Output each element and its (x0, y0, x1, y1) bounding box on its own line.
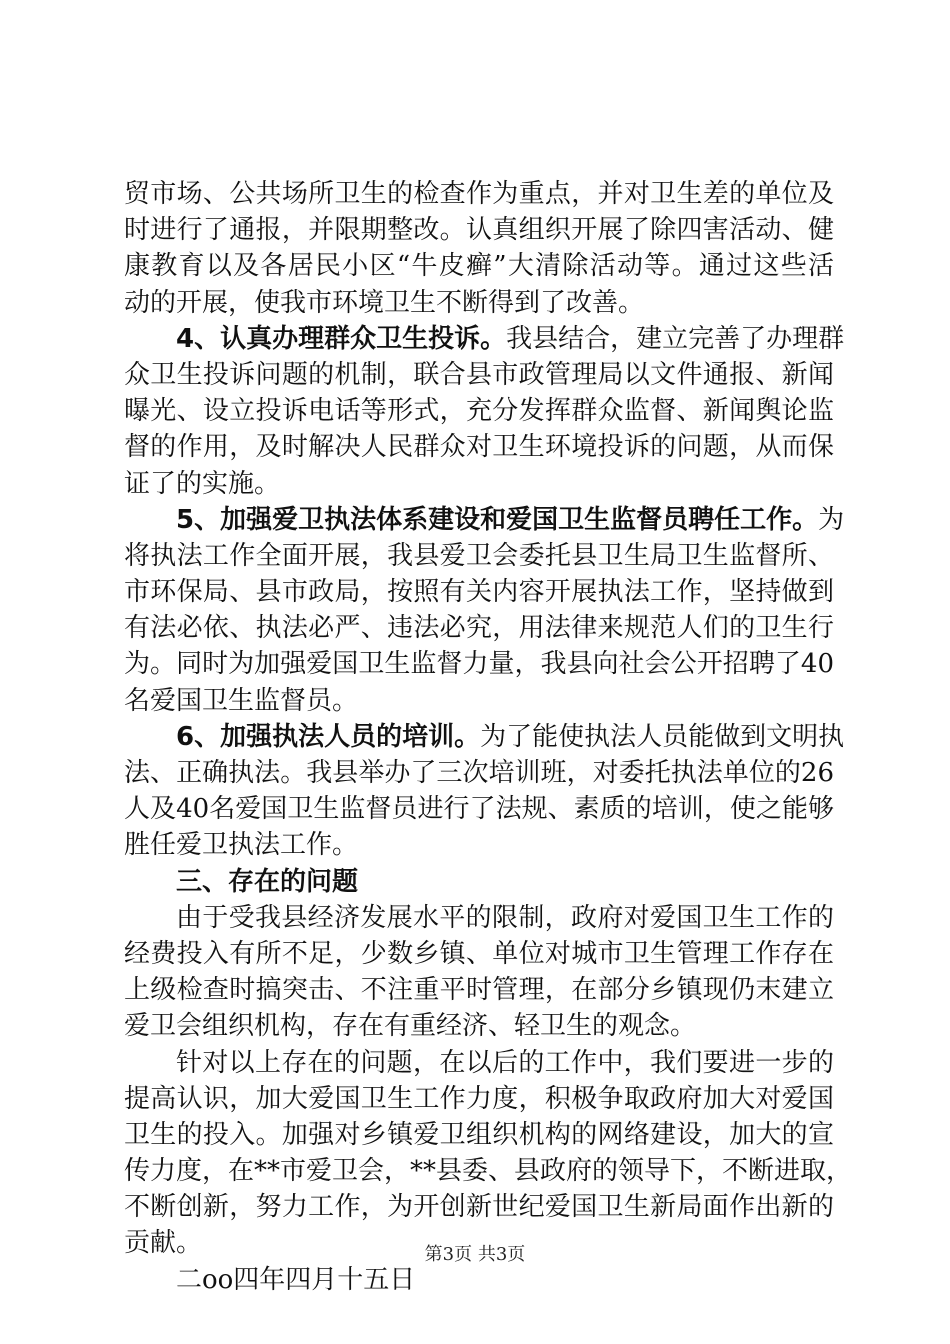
text-line: 为。同时为加强爱国卫生监督力量，我县向社会公开招聘了40 (124, 649, 834, 680)
text-line: 市环保局、县市政局，按照有关内容开展执法工作，坚持做到 (124, 577, 834, 608)
section-heading: 三、存在的问题 (176, 866, 359, 897)
item-heading: 6、加强执法人员的培训。 (176, 721, 481, 752)
item-heading: 4、认真办理群众卫生投诉。 (176, 323, 507, 354)
text-line: 时进行了通报，并限期整改。认真组织开展了除四害活动、健 (124, 215, 834, 246)
text-line: 曝光、设立投诉电话等形式，充分发挥群众监督、新闻舆论监 (124, 396, 834, 427)
text-line: 提高认识，加大爱国卫生工作力度，积极争取政府加大对爱国 (124, 1083, 834, 1114)
paragraph-item-5 (124, 502, 845, 719)
text-line: 法、正确执法。我县举办了三次培训班，对委托执法单位的26 (124, 758, 834, 788)
text-line: 胜任爱卫执法工作。 (124, 830, 359, 861)
text-line: 针对以上存在的问题，在以后的工作中，我们要进一步的 (176, 1047, 834, 1078)
text-line: 贸市场、公共场所卫生的检查作为重点，并对卫生差的单位及 (124, 179, 834, 209)
text-line: 众卫生投诉问题的机制，联合县市政管理局以文件通报、新闻 (124, 359, 834, 390)
text-line: 传力度，在**市爱卫会，**县委、县政府的领导下，不断进取， (124, 1156, 853, 1187)
text-line: 督的作用，及时解决人民群众对卫生环境投诉的问题，从而保 (124, 432, 834, 463)
text-line: 由于受我县经济发展水平的限制，政府对爱国卫生工作的 (176, 902, 834, 933)
text-line: 名爱国卫生监督员。 (124, 685, 359, 716)
page-number: 第3页 共3页 (424, 1244, 526, 1265)
paragraph-market-inspection (124, 176, 834, 321)
paragraph-item-6 (124, 719, 845, 864)
text-line: 上级检查时搞突击、不注重平时管理，在部分乡镇现仍末建立 (124, 975, 834, 1006)
paragraph-item-4 (124, 321, 845, 502)
document-date (124, 1262, 834, 1298)
text-line: 卫生的投入。加强对乡镇爱卫组织机构的网络建设，加大的宣 (124, 1119, 834, 1150)
text-run: 我县结合，建立完善了办理群 (506, 323, 845, 354)
page-footer (0, 1240, 950, 1266)
text-line: 有法必依、执法必严、违法必究，用法律来规范人们的卫生行 (124, 613, 834, 644)
text-line (124, 502, 845, 538)
paragraph-problems (124, 900, 834, 1045)
document-body (124, 176, 853, 1298)
date-line: 二oo四年四月十五日 (176, 1264, 416, 1295)
text-line: 爱卫会组织机构，存在有重经济、轻卫生的观念。 (124, 1011, 697, 1042)
text-line: 动的开展，使我市环境卫生不断得到了改善。 (124, 287, 645, 318)
text-run: 为了能使执法人员能做到文明执 (480, 721, 845, 752)
paragraph-measures (124, 1045, 853, 1262)
text-line: 人及40名爱国卫生监督员进行了法规、素质的培训，使之能够 (124, 794, 834, 825)
text-line: 康教育以及各居民小区“牛皮癣”大清除活动等。通过这些活 (124, 251, 834, 282)
text-run: 为 (818, 504, 845, 535)
item-heading: 5、加强爱卫执法体系建设和爱国卫生监督员聘任工作。 (176, 504, 819, 535)
text-line: 贡献。 (124, 1228, 203, 1259)
text-line: 不断创新，努力工作，为开创新世纪爱国卫生新局面作出新的 (124, 1192, 834, 1223)
text-line: 证了的实施。 (124, 468, 281, 499)
text-line (124, 321, 845, 357)
section-heading-problems (124, 864, 834, 900)
text-line (124, 719, 845, 755)
text-line: 将执法工作全面开展，我县爱卫会委托县卫生局卫生监督所、 (124, 540, 834, 571)
text-line: 经费投入有所不足，少数乡镇、单位对城市卫生管理工作存在 (124, 938, 834, 969)
